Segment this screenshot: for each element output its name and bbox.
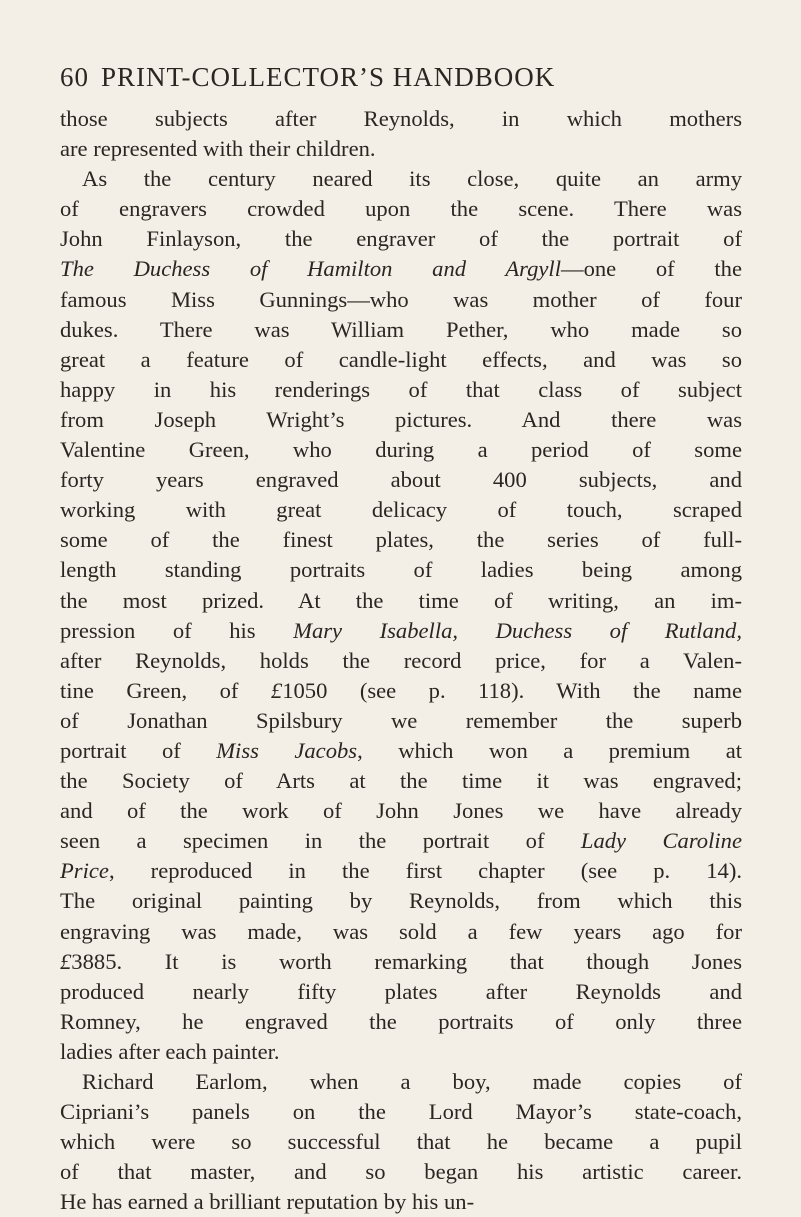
text-line [60, 254, 742, 284]
italic-text: Lady Caroline [580, 828, 742, 854]
text-segment: —one of the [560, 256, 742, 282]
text-line [60, 676, 742, 706]
text-line [60, 766, 742, 796]
text-line [60, 224, 742, 254]
italic-text: £ [270, 677, 283, 703]
italic-text: The Duchess of Hamilton and Argyll [60, 256, 561, 282]
body-text [60, 104, 742, 1217]
text-line [60, 736, 742, 766]
text-segment: Richard Earlom, when a boy, made copies of [82, 1069, 742, 1094]
text-segment: length standing portraits of ladies being among [60, 557, 742, 583]
text-segment: As the century neared its close, quite an army [82, 166, 742, 192]
italic-text: £ [60, 948, 72, 974]
text-segment: , reproduced in the first chapter (see p. 14). [108, 858, 742, 884]
text-line [60, 1067, 742, 1097]
text-segment: engraving was made, was sold a few years ago for [60, 918, 742, 944]
text-segment: dukes. There was William Pether, who made so [60, 316, 742, 342]
text-segment: Valentine Green, who during a period of some [60, 437, 742, 463]
text-segment: seen a specimen in the portrait of [60, 828, 581, 854]
running-header [60, 62, 555, 93]
text-segment: John Finlayson, the engraver of the portrait of [60, 226, 742, 252]
text-line [60, 886, 742, 916]
text-line [60, 917, 742, 947]
text-line [60, 646, 742, 676]
page-number: 60 [60, 62, 89, 92]
text-line [60, 465, 742, 495]
text-segment: , which won a premium at [357, 737, 742, 763]
italic-text: Price [60, 858, 109, 884]
text-segment: of that master, and so began his artistic career. [60, 1159, 742, 1185]
italic-text: Mary Isabella, Duchess of Rutland, [293, 617, 742, 643]
text-segment: ladies after each painter. [60, 1038, 280, 1064]
text-line [60, 555, 742, 585]
running-title: PRINT-COLLECTOR’S HANDBOOK [101, 62, 556, 92]
text-line [60, 947, 742, 977]
text-segment: portrait of [60, 737, 217, 763]
text-line [60, 525, 742, 555]
text-segment: tine Green, of [60, 677, 271, 703]
text-segment: He has earned a brilliant reputation by his un- [60, 1189, 475, 1215]
text-segment: from Joseph Wright’s pictures. And there was [60, 406, 742, 432]
text-line [60, 586, 742, 616]
text-segment: 3885. It is worth remarking that though Jones [71, 948, 742, 974]
text-line [60, 977, 742, 1007]
text-line [60, 194, 742, 224]
text-line [60, 826, 742, 856]
text-segment: of Jonathan Spilsbury we remember the superb [60, 707, 742, 733]
text-line [60, 1097, 742, 1127]
text-line [60, 1157, 742, 1187]
text-line [60, 856, 742, 886]
text-line [60, 1127, 742, 1157]
italic-text: Miss Jacobs [216, 737, 358, 763]
text-line [60, 164, 742, 194]
text-line [60, 285, 742, 315]
text-segment: great a feature of candle-light effects, and was so [60, 346, 742, 372]
text-segment: happy in his renderings of that class of subject [60, 376, 742, 402]
text-line [60, 706, 742, 736]
text-line [60, 1007, 742, 1037]
text-segment: The original painting by Reynolds, from which this [60, 888, 742, 914]
text-segment: 1050 (see p. 118). With the name [282, 677, 742, 703]
text-segment: the Society of Arts at the time it was engraved; [60, 768, 742, 794]
text-line [60, 1037, 742, 1067]
text-segment: which were so successful that he became a pupil [60, 1129, 742, 1155]
text-segment: some of the finest plates, the series of full- [60, 527, 742, 553]
text-segment: those subjects after Reynolds, in which mothers [60, 106, 742, 131]
text-segment: working with great delicacy of touch, scraped [60, 497, 742, 523]
text-line [60, 345, 742, 375]
text-segment: Cipriani’s panels on the Lord Mayor’s state-coach, [60, 1099, 742, 1125]
text-line [60, 134, 742, 164]
text-line [60, 495, 742, 525]
text-segment: after Reynolds, holds the record price, for a Valen- [60, 647, 742, 673]
text-segment: the most prized. At the time of writing, an im- [60, 587, 742, 613]
text-segment: pression of his [60, 617, 294, 643]
text-segment: produced nearly fifty plates after Reynolds and [60, 978, 742, 1004]
text-segment: forty years engraved about 400 subjects, and [60, 467, 742, 493]
text-line [60, 1187, 742, 1217]
text-segment: Romney, he engraved the portraits of only three [60, 1008, 742, 1034]
text-segment: and of the work of John Jones we have already [60, 798, 742, 824]
text-line [60, 315, 742, 345]
text-segment: are represented with their children. [60, 136, 376, 162]
text-line [60, 375, 742, 405]
text-line [60, 405, 742, 435]
text-line [60, 104, 742, 134]
text-segment: famous Miss Gunnings—who was mother of four [60, 286, 742, 312]
text-line [60, 796, 742, 826]
text-line [60, 616, 742, 646]
text-line [60, 435, 742, 465]
text-segment: of engravers crowded upon the scene. There was [60, 196, 742, 222]
